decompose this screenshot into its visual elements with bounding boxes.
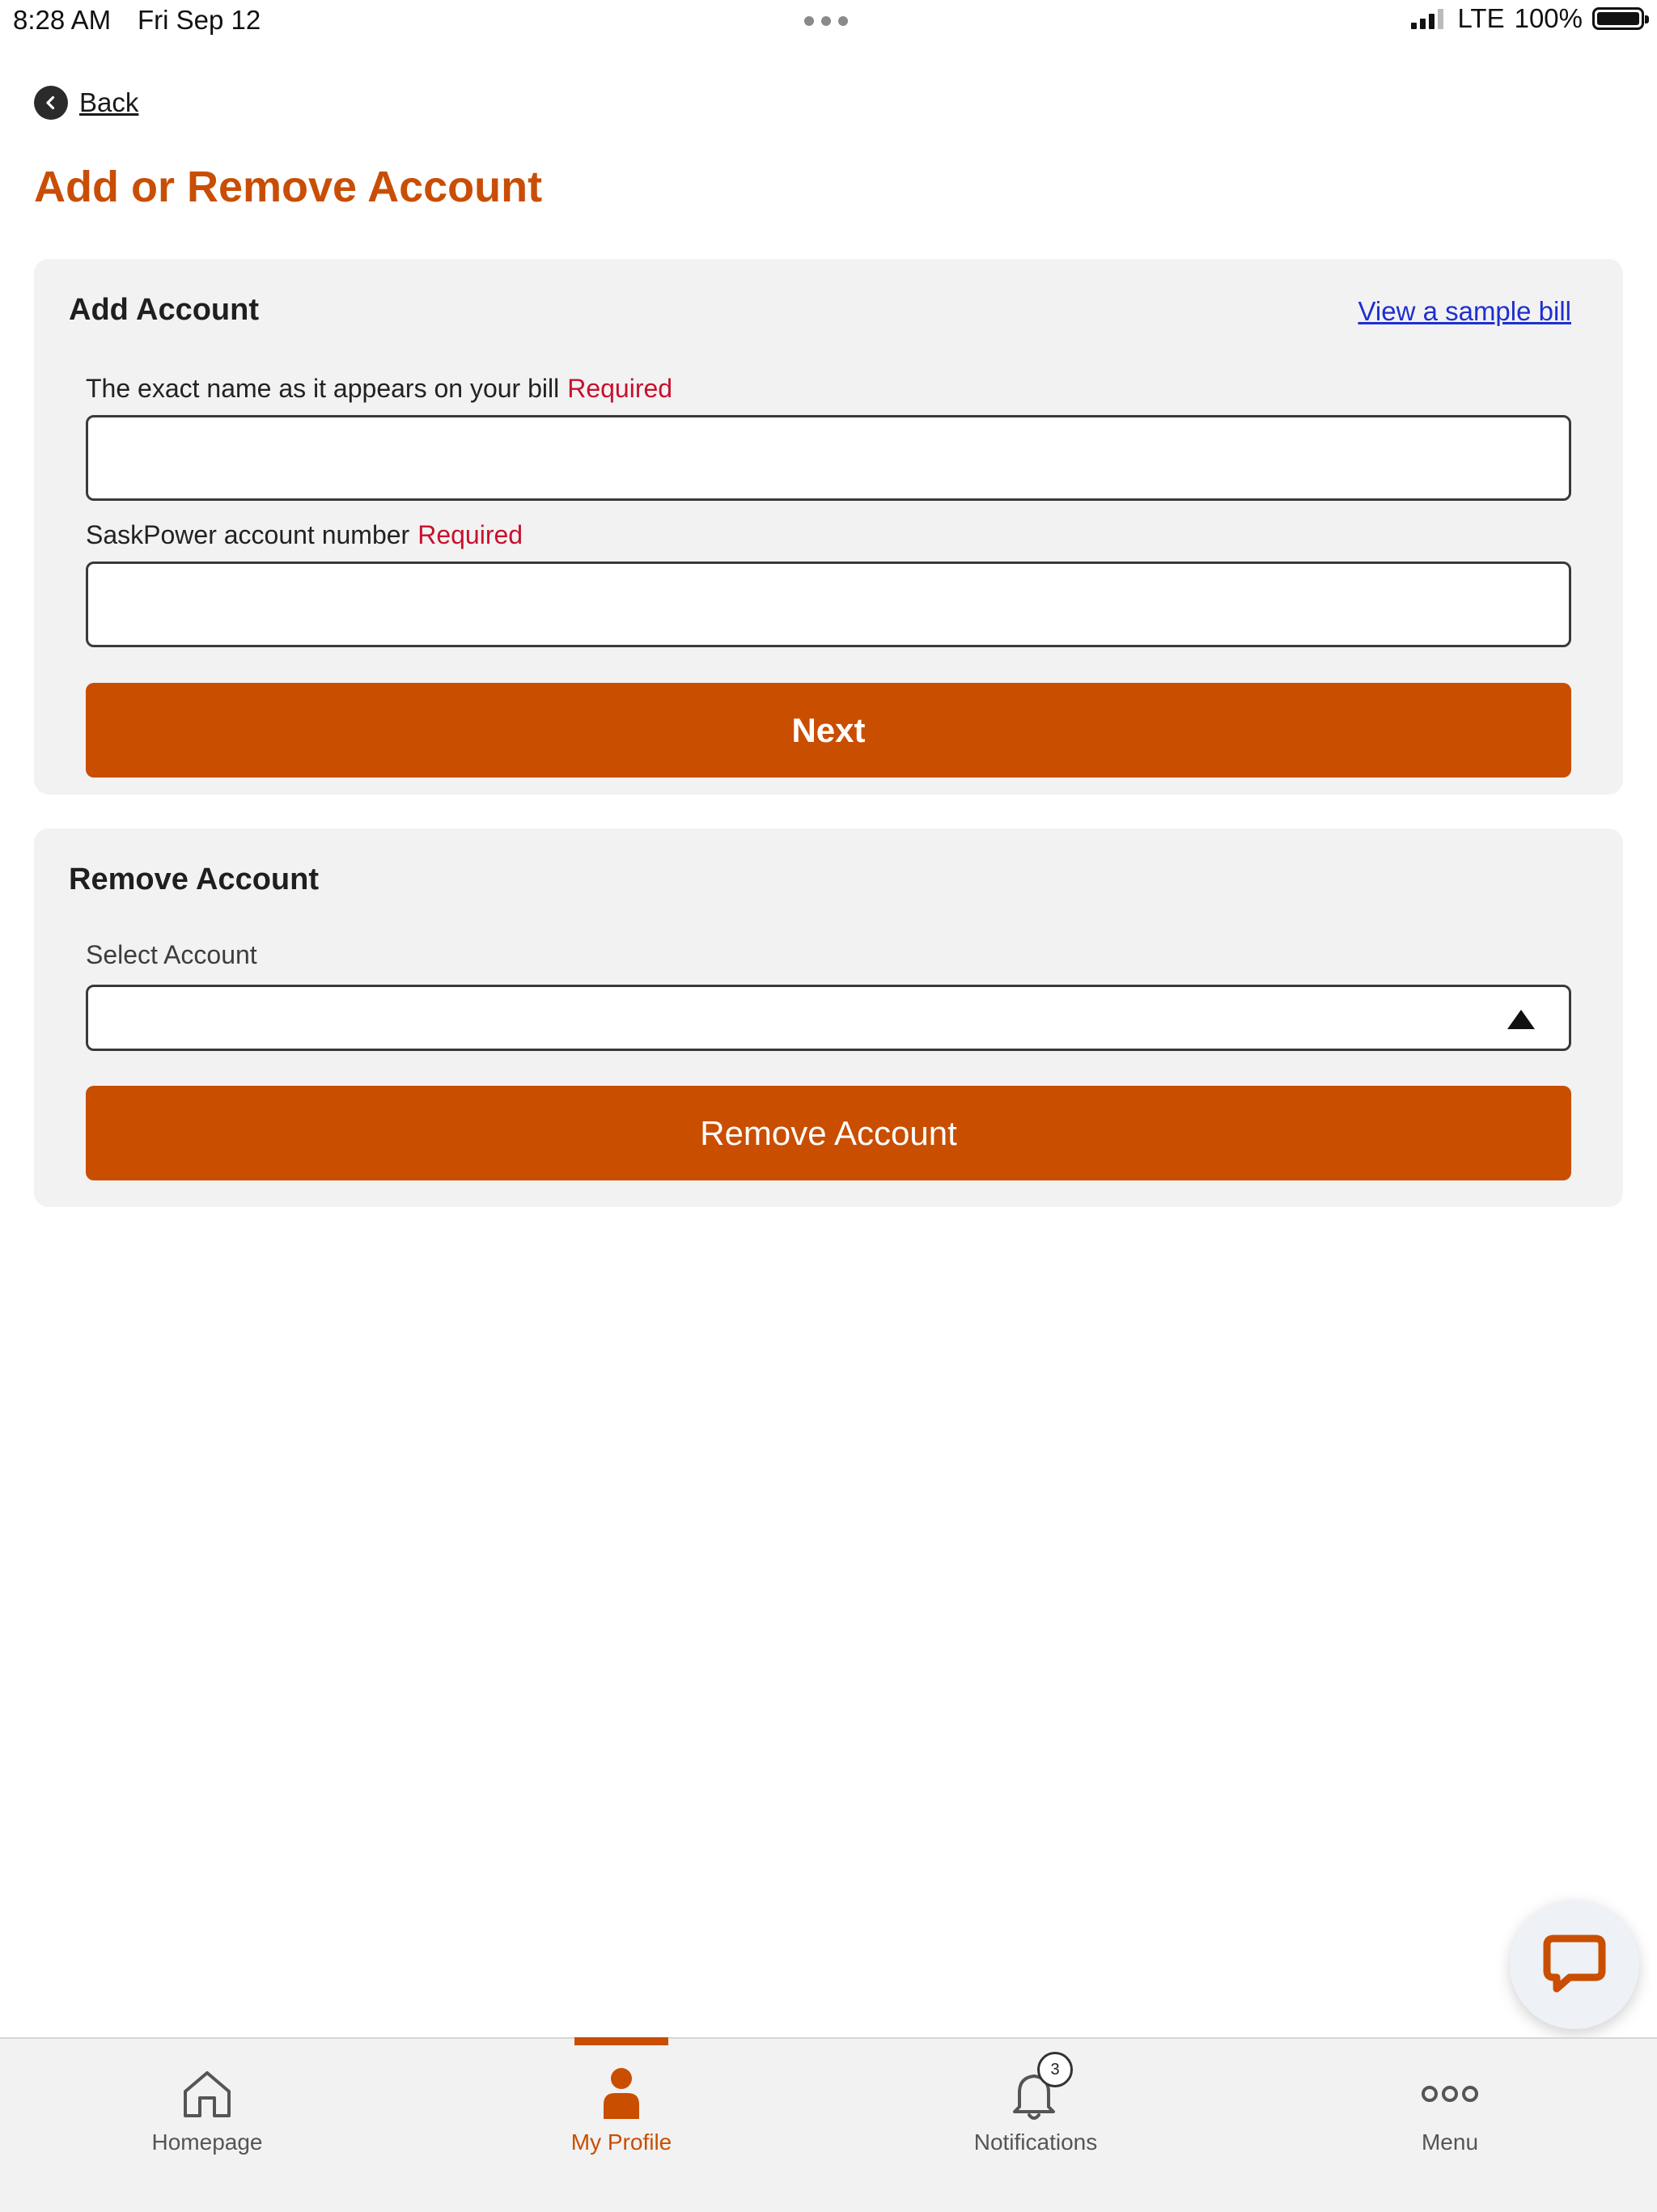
- tab-label: My Profile: [570, 2129, 672, 2155]
- bell-icon: [1003, 2062, 1068, 2126]
- chat-bubble-icon: [1542, 1934, 1607, 1995]
- multitasking-dots-icon[interactable]: [804, 16, 848, 26]
- required-indicator: Required: [567, 374, 673, 403]
- account-name-input[interactable]: [86, 415, 1571, 501]
- back-link[interactable]: [34, 86, 138, 120]
- add-account-heading: Add Account: [69, 293, 260, 327]
- signal-icon: [1411, 8, 1443, 29]
- chevron-left-icon: [34, 86, 68, 120]
- next-button[interactable]: Next: [86, 683, 1571, 778]
- add-account-card: [34, 259, 1623, 795]
- tab-menu[interactable]: [1329, 2039, 1571, 2176]
- network-type: LTE: [1457, 3, 1505, 33]
- status-bar: [0, 0, 1657, 44]
- remove-account-card: [34, 828, 1623, 1207]
- select-account-dropdown[interactable]: [86, 985, 1571, 1051]
- battery-icon: [1592, 7, 1644, 30]
- chat-button[interactable]: [1510, 1900, 1639, 2029]
- tab-homepage[interactable]: [86, 2039, 328, 2176]
- more-icon: [1418, 2062, 1482, 2126]
- home-icon: [175, 2062, 239, 2126]
- tab-my-profile[interactable]: [500, 2039, 743, 2176]
- account-name-label: [86, 374, 672, 404]
- back-label: Back: [79, 87, 139, 117]
- page-title: Add or Remove Account: [34, 163, 543, 211]
- battery-percent: 100%: [1514, 3, 1583, 33]
- remove-account-button[interactable]: Remove Account: [86, 1086, 1571, 1180]
- status-time: 8:28 AM: [13, 5, 112, 35]
- account-number-label-text: SaskPower account number: [86, 520, 410, 549]
- remove-account-heading: Remove Account: [69, 862, 319, 896]
- tab-label: Homepage: [151, 2129, 263, 2155]
- view-sample-bill-link[interactable]: View a sample bill: [1358, 296, 1571, 326]
- tab-notifications[interactable]: [914, 2039, 1157, 2176]
- bottom-tab-bar: [0, 2037, 1657, 2212]
- tab-label: Menu: [1421, 2129, 1479, 2155]
- account-number-label: [86, 520, 523, 550]
- status-date: Fri Sep 12: [138, 5, 261, 35]
- required-indicator: Required: [417, 520, 523, 549]
- caret-up-icon: [1507, 1010, 1535, 1029]
- person-icon: [589, 2062, 654, 2126]
- tab-label: Notifications: [973, 2129, 1098, 2155]
- active-tab-indicator: [574, 2037, 668, 2045]
- select-account-label: Select Account: [86, 940, 257, 969]
- notification-count-badge: 3: [1037, 2052, 1073, 2087]
- status-indicators: [1411, 3, 1644, 34]
- account-number-input[interactable]: [86, 561, 1571, 647]
- account-name-label-text: The exact name as it appears on your bill: [86, 374, 560, 403]
